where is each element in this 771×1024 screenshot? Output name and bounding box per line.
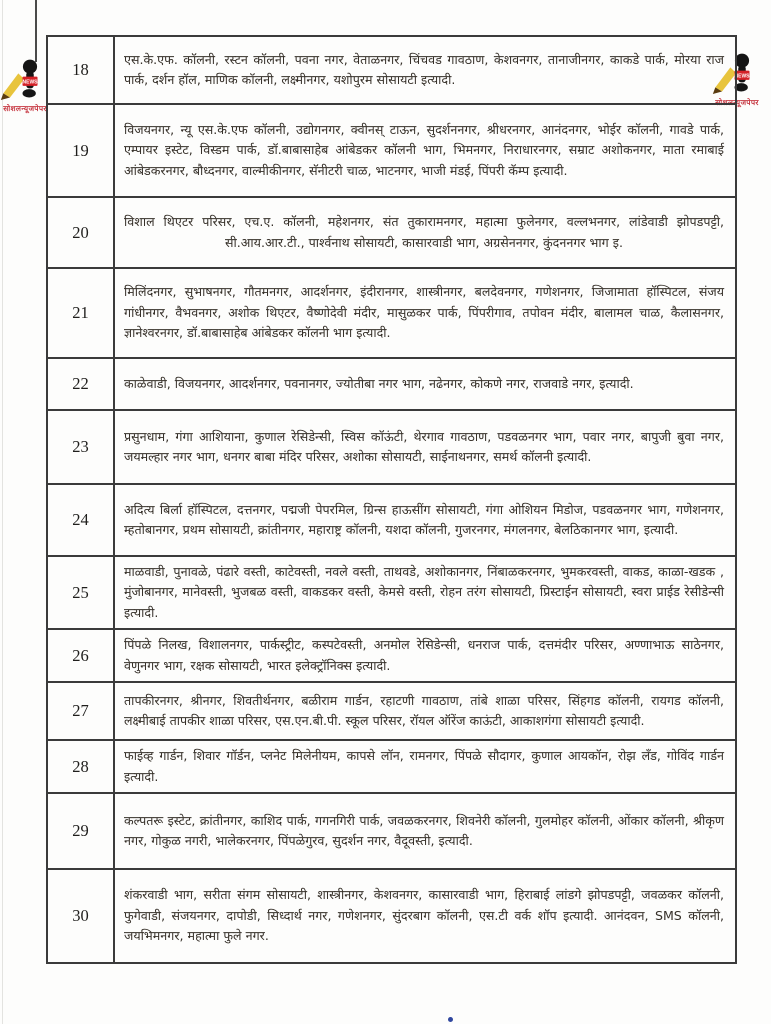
- table-row: [48, 683, 735, 741]
- table-row: [48, 359, 735, 411]
- ward-number: 30: [48, 870, 115, 962]
- localities-cell: [115, 485, 735, 555]
- ward-number: 25: [48, 557, 115, 628]
- table-row: [48, 411, 735, 485]
- ward-number: 24: [48, 485, 115, 555]
- ward-number: 29: [48, 794, 115, 868]
- watermark-caption: सोशलन्यूजपेपर: [715, 98, 759, 107]
- ward-number: 23: [48, 411, 115, 483]
- localities-cell: [115, 105, 735, 196]
- table-row: [48, 870, 735, 962]
- ward-number: 28: [48, 741, 115, 792]
- localities-cell: [115, 794, 735, 868]
- localities-cell: [115, 359, 735, 409]
- table-row: [48, 105, 735, 198]
- ward-localities-table: [46, 35, 737, 964]
- localities-text: तापकीरनगर, श्रीनगर, शिवतीर्थनगर, बळीराम गार्डन, रहाटणी गावठाण, तांबे शाळा परिसर, सिंहगड कॉलनी, रायगड कॉलनी, लक्ष्मीबाई तापकीर शाळा परिसर, एस.एन.बी.पी. स्कूल परिसर, रॉयल ऑरेंज काऊंटी, आकाशगंगा सोसायटी इत्यादी.: [124, 692, 724, 729]
- localities-text: एस.के.एफ. कॉलनी, रस्टन कॉलनी, पवना नगर, वेताळनगर, चिंचवड गावठाण, केशवनगर, तानाजीनगर, काकडे पार्क, मोरया राज पार्क, दर्शन हॉल, माणिक कॉलनी, लक्ष्मीनगर, यशोपुरम सोसायटी इत्यादी.: [124, 51, 724, 87]
- news-mic-pen-icon: [0, 56, 50, 104]
- localities-cell: [115, 741, 735, 792]
- localities-cell: [115, 37, 735, 103]
- localities-cell: [115, 411, 735, 483]
- localities-text: प्रसुनधाम, गंगा आशियाना, कुणाल रेसिडेन्सी, स्विस कॉऊंटी, थेरगाव गावठाण, पडवळनगर भाग, पवार नगर, बापुजी बुवा नगर, जयमल्हार नगर भाग, धनगर बाबा मंदिर परिसर, अशोका सोसायटी, साईनाथनगर, समर्थ कॉलनी इत्यादी.: [124, 428, 724, 464]
- localities-cell: [115, 683, 735, 739]
- localities-text: फाईव्ह गार्डन, शिवार गॉर्डन, प्लनेट मिलेनीयम, कापसे लॉन, रामनगर, पिंपळे सौदागर, कुणाल आयकॉन, रोझ लँड, गोविंद गार्डन इत्यादी.: [124, 748, 724, 784]
- svg-text:NEWS: NEWS: [734, 73, 750, 80]
- localities-cell: [115, 630, 735, 681]
- svg-text:NEWS: NEWS: [22, 79, 38, 86]
- localities-text: विजयनगर, न्यू एस.के.एफ कॉलनी, उद्योगनगर, क्वीनस् टाऊन, सुदर्शननगर, श्रीधरनगर, आनंदनगर, भोईर कॉलनी, गावडे पार्क, एम्पायर इस्टेट, विस्डम पार्क, डॉ.बाबासाहेब आंबेडकर कॉलनी भाग, भिमनगर, निराधारनगर, सम्राट अशोकनगर, माता रमाबाई आंबेडकरनगर, बौध्दनगर, वाल्मीकीनगर, सॅनीटरी चाळ, भाटनगर, भाजी मंडई, पिंपरी कॅम्प इत्यादी.: [124, 121, 724, 178]
- localities-text: विशाल थिएटर परिसर, एच.ए. कॉलनी, महेशनगर, संत तुकारामनगर, महात्मा फुलेनगर, वल्लभनगर, लांडेवाडी झोपडपट्टी, सी.आय.आर.टी., पार्श्वनाथ सोसायटी, कासारवाडी भाग, अग्रसेननगर, कुंदननगर भाग इ.: [124, 214, 724, 250]
- watermark-caption: सोशलन्यूजपेपर: [3, 104, 47, 113]
- ward-number: 27: [48, 683, 115, 739]
- localities-cell: [115, 870, 735, 962]
- localities-text: माळवाडी, पुनावळे, पंढारे वस्ती, काटेवस्ती, नवले वस्ती, ताथवडे, अशोकानगर, निंबाळकरनगर, भुमकरवस्ती, वाकड, काळा-खडक , मुंजोबानगर, मानेवस्ती, भुजबळ वस्ती, वाकडकर वस्ती, केमसे वस्ती, रोहन तरंग सोसायटी, प्रिस्टाईन सोसायटी, स्वरा प्राईड रेसीडेन्सी इत्यादी.: [124, 564, 724, 620]
- ward-number: 22: [48, 359, 115, 409]
- ink-dot-artifact: [448, 1017, 453, 1022]
- table-row: [48, 630, 735, 683]
- table-row: [48, 794, 735, 870]
- ward-number: 21: [48, 269, 115, 357]
- scan-margin-line: [35, 0, 37, 62]
- table-row: [48, 557, 735, 630]
- table-row: [48, 269, 735, 359]
- localities-cell: [115, 557, 735, 628]
- ward-number: 19: [48, 105, 115, 196]
- table-row: [48, 198, 735, 269]
- localities-text: काळेवाडी, विजयनगर, आदर्शनगर, पवनानगर, ज्योतीबा नगर भाग, नढेनगर, कोकणे नगर, राजवाडे नगर, इत्यादी.: [124, 375, 634, 391]
- table-row: [48, 37, 735, 105]
- localities-cell: [115, 269, 735, 357]
- page-edge-line: [2, 0, 3, 1024]
- localities-text: मिलिंदनगर, सुभाषनगर, गौतमनगर, आदर्शनगर, इंदीरानगर, शास्त्रीनगर, बलदेवनगर, गणेशनगर, जिजामाता हॉस्पिटल, संजय गांधीनगर, वैभवनगर, अशोक थिएटर, वैष्णोदेवी मंदीर, मासुळकर पार्क, पिंपरीगाव, तपोवन मंदीर, बालामल चाळ, कैलासनगर, ज्ञानेश्वरनगर, डॉ.बाबासाहेब आंबेडकर कॉलनी भाग इत्यादी.: [124, 284, 724, 341]
- table-row: [48, 485, 735, 557]
- ward-number: 26: [48, 630, 115, 681]
- ward-number: 20: [48, 198, 115, 267]
- localities-text: पिंपळे निलख, विशालनगर, पार्कस्ट्रीट, कस्पटेवस्ती, अनमोल रेसिडेन्सी, धनराज पार्क, दत्तमंदीर परिसर, अण्णाभाऊ साठेनगर, वेणुनगर भाग, रक्षक सोसायटी, भारत इलेक्ट्रॉनिक्स इत्यादी.: [124, 637, 724, 673]
- ward-number: 18: [48, 37, 115, 103]
- localities-cell: [115, 198, 735, 267]
- localities-text: अदित्य बिर्ला हॉस्पिटल, दत्तनगर, पद्मजी पेपरमिल, ग्रिन्स हाऊसींग सोसायटी, गंगा ओशियन मिडोज, पडवळनगर भाग, गणेशनगर, म्हतोबानगर, प्रथम सोसायटी, क्रांतीनगर, महाराष्ट्र कॉलनी, यशदा कॉलनी, गुजरनगर, मंगलनगर, बेलठिकानगर भाग, इत्यादी.: [124, 501, 724, 537]
- table-row: [48, 741, 735, 794]
- localities-text: कल्पतरू इस्टेट, क्रांतीनगर, काशिद पार्क, गगनगिरी पार्क, जवळकरनगर, शिवनेरी कॉलनी, गुलमोहर कॉलनी, ओंकार कॉलनी, श्रीकृण नगर, गोकुळ नगरी, भालेकरनगर, पिंपळेगुरव, सुदर्शन नगर, वैदूवस्ती, इत्यादी.: [124, 812, 724, 848]
- localities-text: शंकरवाडी भाग, सरीता संगम सोसायटी, शास्त्रीनगर, केशवनगर, कासारवाडी भाग, हिराबाई लांडगे झोपडपट्टी, जवळकर कॉलनी, फुगेवाडी, संजयनगर, दापोडी, सिध्दार्थ नगर, गणेशनगर, सुंदरबाग कॉलनी, एस.टी वर्क शॉप इत्यादी. आनंदवन, SMS कॉलनी, जयभिमनगर, महात्मा फुले नगर.: [124, 887, 724, 944]
